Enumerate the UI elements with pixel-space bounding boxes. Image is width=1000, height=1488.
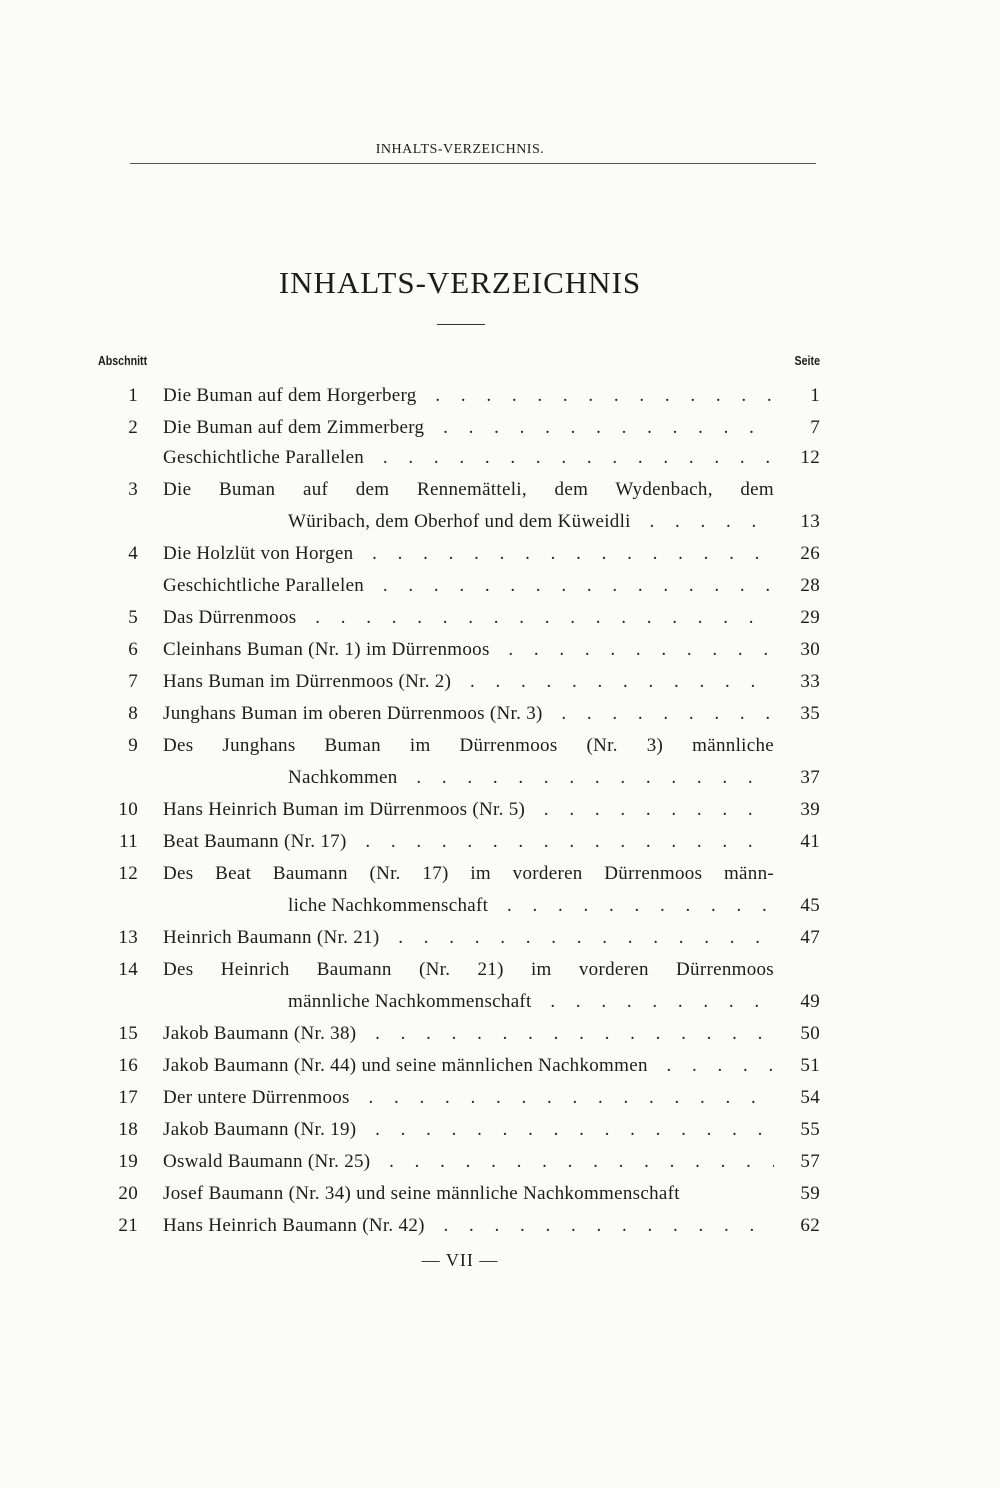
toc-entry[interactable] [0, 826, 1000, 858]
toc-entry[interactable] [0, 634, 1000, 666]
toc-page: 28 [800, 575, 820, 596]
toc-entry[interactable] [0, 794, 1000, 826]
toc-page: 13 [800, 511, 820, 532]
toc-number: 10 [118, 799, 138, 820]
toc-page: 33 [800, 671, 820, 692]
toc-entry[interactable] [0, 1178, 1000, 1210]
toc-page: 41 [800, 831, 820, 852]
toc-number: 14 [118, 959, 138, 980]
toc-entry[interactable] [0, 730, 1000, 762]
toc-text: Jakob Baumann (Nr. 19) . . . [163, 1114, 774, 1146]
toc-number: 1 [128, 385, 138, 406]
toc-text: Cleinhans Buman (Nr. 1) im Dürrenmoos . . . [163, 634, 774, 666]
toc-text: Würibach, dem Oberhof und dem Küweidli . . . [288, 506, 774, 538]
toc-entry[interactable] [0, 442, 1000, 474]
toc-page: 62 [800, 1215, 820, 1236]
toc-text: Des Beat Baumann (Nr. 17) im vorderen Dürrenmoos männ- [163, 863, 774, 884]
toc-number: 4 [128, 543, 138, 564]
toc-text: Jakob Baumann (Nr. 38) . . . [163, 1018, 774, 1050]
toc-entry[interactable] [0, 1210, 1000, 1242]
toc-entry[interactable] [0, 538, 1000, 570]
toc-text: Beat Baumann (Nr. 17) . . . [163, 826, 774, 858]
toc-entry[interactable] [0, 380, 1000, 412]
toc-entry[interactable] [0, 1114, 1000, 1146]
toc-number: 18 [118, 1119, 138, 1140]
running-head: INHALTS-VERZEICHNIS. [375, 142, 545, 157]
toc-text: Das Dürrenmoos . . . [163, 602, 774, 634]
toc-entry[interactable] [0, 954, 1000, 986]
toc-number: 17 [118, 1087, 138, 1108]
toc-text: Die Buman auf dem Rennemätteli, dem Wydenbach, dem [163, 479, 774, 500]
toc-text: Des Junghans Buman im Dürrenmoos (Nr. 3) männliche [163, 735, 774, 756]
toc-number: 8 [128, 703, 138, 724]
toc-page: 12 [800, 447, 820, 468]
toc-text: Hans Buman im Dürrenmoos (Nr. 2) . . . [163, 666, 774, 698]
header-rule [130, 163, 816, 164]
toc-entry[interactable] [0, 1082, 1000, 1114]
toc-page: 26 [800, 543, 820, 564]
toc-entry-continuation[interactable] [0, 506, 1000, 538]
column-head-section: Abschnitt [98, 353, 148, 368]
toc-number: 9 [128, 735, 138, 756]
toc-page: 59 [800, 1183, 820, 1204]
toc-page: 55 [800, 1119, 820, 1140]
toc-page: 51 [800, 1055, 820, 1076]
toc-number: 2 [128, 417, 138, 438]
toc-number: 20 [118, 1183, 138, 1204]
toc-text: Des Heinrich Baumann (Nr. 21) im vorderen Dürrenmoos [163, 959, 774, 980]
toc-page: 57 [800, 1151, 820, 1172]
toc-entry[interactable] [0, 922, 1000, 954]
page-title: INHALTS-VERZEICHNIS [278, 264, 642, 300]
toc-text: Hans Heinrich Baumann (Nr. 42) . . . [163, 1210, 774, 1242]
toc-number: 11 [119, 831, 138, 852]
toc-page: 49 [800, 991, 820, 1012]
toc-number: 5 [128, 607, 138, 628]
toc-entry-continuation[interactable] [0, 762, 1000, 794]
page-number: — VII — [421, 1250, 499, 1270]
toc-page: 47 [800, 927, 820, 948]
toc-number: 21 [118, 1215, 138, 1236]
toc-page: 37 [800, 767, 820, 788]
toc-number: 12 [118, 863, 138, 884]
toc-text: Die Holzlüt von Horgen . . . [163, 538, 774, 570]
toc-text: Josef Baumann (Nr. 34) und seine männliche Nachkommenschaft [163, 1178, 774, 1210]
toc-entry[interactable] [0, 412, 1000, 444]
toc-entry[interactable] [0, 858, 1000, 890]
toc-entry[interactable] [0, 698, 1000, 730]
toc-page: 50 [800, 1023, 820, 1044]
toc-page: 54 [800, 1087, 820, 1108]
toc-page: 35 [800, 703, 820, 724]
toc-entry[interactable] [0, 1146, 1000, 1178]
toc-page: 29 [800, 607, 820, 628]
toc-text: Junghans Buman im oberen Dürrenmoos (Nr. 3) . . . [163, 698, 774, 730]
title-rule [437, 324, 485, 325]
toc-page: 1 [810, 385, 820, 406]
toc-entry[interactable] [0, 474, 1000, 506]
toc-number: 7 [128, 671, 138, 692]
toc-text: Heinrich Baumann (Nr. 21) . . . [163, 922, 774, 954]
toc-entry[interactable] [0, 666, 1000, 698]
toc-page: 30 [800, 639, 820, 660]
toc-entry[interactable] [0, 602, 1000, 634]
toc-text: Geschichtliche Parallelen . . . [163, 570, 774, 602]
toc-number: 16 [118, 1055, 138, 1076]
toc-entry[interactable] [0, 1018, 1000, 1050]
toc-number: 6 [128, 639, 138, 660]
toc-page: 39 [800, 799, 820, 820]
toc-text: Oswald Baumann (Nr. 25) . . . [163, 1146, 774, 1178]
toc-text: männliche Nachkommenschaft . . . [288, 986, 774, 1018]
toc-page: 45 [800, 895, 820, 916]
toc-entry[interactable] [0, 1050, 1000, 1082]
column-head-page: Seite [794, 353, 820, 368]
toc-text: Die Buman auf dem Zimmerberg . . . [163, 412, 774, 444]
toc-number: 3 [128, 479, 138, 500]
toc-number: 19 [118, 1151, 138, 1172]
toc-text: Die Buman auf dem Horgerberg . . . [163, 380, 774, 412]
toc-text: Hans Heinrich Buman im Dürrenmoos (Nr. 5) . . . [163, 794, 774, 826]
toc-text: Nachkommen . . . [288, 762, 774, 794]
toc-entry[interactable] [0, 570, 1000, 602]
toc-text: Geschichtliche Parallelen . . . [163, 442, 774, 474]
toc-number: 13 [118, 927, 138, 948]
toc-entry-continuation[interactable] [0, 890, 1000, 922]
toc-page: 7 [810, 417, 820, 438]
toc-text: Jakob Baumann (Nr. 44) und seine männlichen Nachkommen . . . [163, 1050, 774, 1082]
toc-number: 15 [118, 1023, 138, 1044]
toc-text: Der untere Dürrenmoos . . . [163, 1082, 774, 1114]
toc-text: liche Nachkommenschaft . . . [288, 890, 774, 922]
toc-entry-continuation[interactable] [0, 986, 1000, 1018]
